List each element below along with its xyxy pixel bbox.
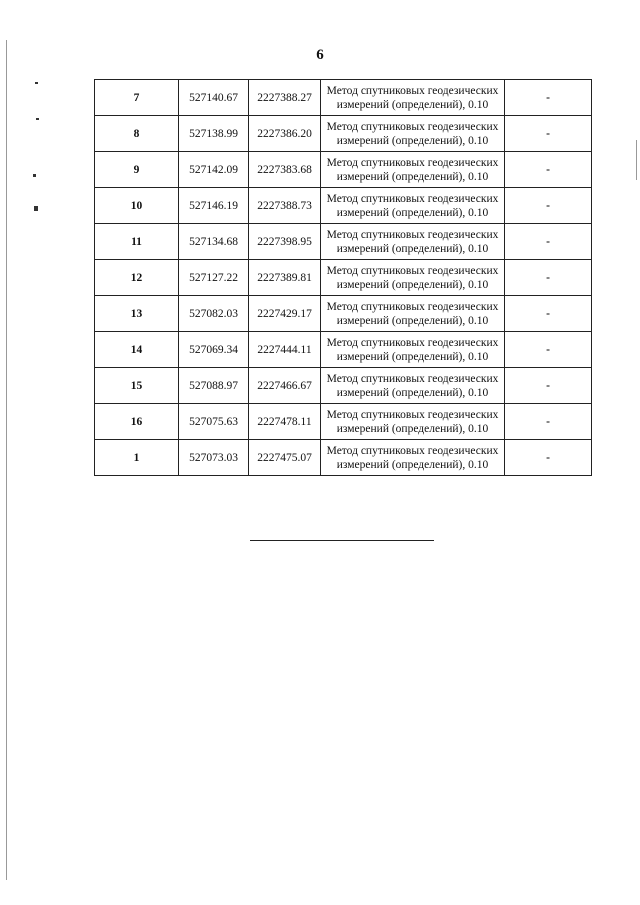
x-coordinate-cell: 527127.22: [179, 260, 249, 296]
description-cell: -: [505, 116, 592, 152]
point-number-cell: 11: [95, 224, 179, 260]
method-cell: [321, 116, 505, 152]
table-row: [95, 152, 592, 188]
table-row: [95, 404, 592, 440]
x-coordinate-cell: 527073.03: [179, 440, 249, 476]
method-text-line-1: Метод спутниковых геодезических: [326, 228, 499, 241]
method-text-line-2: измерений (определений), 0.10: [336, 422, 489, 435]
description-cell: -: [505, 296, 592, 332]
point-number-cell: 7: [95, 80, 179, 116]
x-coordinate-cell: 527142.09: [179, 152, 249, 188]
point-number-cell: 8: [95, 116, 179, 152]
method-text-line-2: измерений (определений), 0.10: [336, 350, 489, 363]
method-cell: [321, 440, 505, 476]
point-number-cell: 9: [95, 152, 179, 188]
y-coordinate-cell: 2227444.11: [249, 332, 321, 368]
y-coordinate-cell: 2227398.95: [249, 224, 321, 260]
scan-edge-line: [6, 40, 7, 880]
method-text-line-2: измерений (определений), 0.10: [336, 458, 489, 471]
method-text-line-1: Метод спутниковых геодезических: [326, 408, 499, 421]
page-number: 6: [316, 47, 324, 63]
point-number-cell: 12: [95, 260, 179, 296]
method-text-line-1: Метод спутниковых геодезических: [326, 120, 499, 133]
table-row: [95, 260, 592, 296]
table-row: [95, 188, 592, 224]
x-coordinate-cell: 527088.97: [179, 368, 249, 404]
y-coordinate-cell: 2227388.27: [249, 80, 321, 116]
y-coordinate-cell: 2227478.11: [249, 404, 321, 440]
table-row: [95, 224, 592, 260]
x-coordinate-cell: 527069.34: [179, 332, 249, 368]
method-cell: [321, 332, 505, 368]
table-row: [95, 332, 592, 368]
method-cell: [321, 80, 505, 116]
description-cell: -: [505, 368, 592, 404]
point-number-cell: 1: [95, 440, 179, 476]
y-coordinate-cell: 2227388.73: [249, 188, 321, 224]
description-cell: -: [505, 80, 592, 116]
scan-dot: [36, 118, 39, 120]
scan-dot: [33, 174, 36, 177]
end-of-document-line: [250, 540, 434, 541]
description-cell: -: [505, 188, 592, 224]
method-text-line-1: Метод спутниковых геодезических: [326, 264, 499, 277]
method-cell: [321, 260, 505, 296]
description-cell: -: [505, 404, 592, 440]
y-coordinate-cell: 2227466.67: [249, 368, 321, 404]
point-number-cell: 14: [95, 332, 179, 368]
description-cell: -: [505, 152, 592, 188]
point-number-cell: 13: [95, 296, 179, 332]
description-cell: -: [505, 260, 592, 296]
method-cell: [321, 188, 505, 224]
method-text-line-2: измерений (определений), 0.10: [336, 242, 489, 255]
point-number-cell: 15: [95, 368, 179, 404]
method-cell: [321, 296, 505, 332]
method-cell: [321, 224, 505, 260]
table-row: [95, 80, 592, 116]
x-coordinate-cell: 527138.99: [179, 116, 249, 152]
scan-edge-line: [636, 140, 637, 180]
description-cell: -: [505, 224, 592, 260]
table-row: [95, 116, 592, 152]
method-text-line-1: Метод спутниковых геодезических: [326, 300, 499, 313]
x-coordinate-cell: 527146.19: [179, 188, 249, 224]
method-cell: [321, 404, 505, 440]
table-row: [95, 368, 592, 404]
y-coordinate-cell: 2227386.20: [249, 116, 321, 152]
method-text-line-2: измерений (определений), 0.10: [336, 170, 489, 183]
method-text-line-2: измерений (определений), 0.10: [336, 98, 489, 111]
table-row: [95, 440, 592, 476]
method-text-line-2: измерений (определений), 0.10: [336, 314, 489, 327]
x-coordinate-cell: 527082.03: [179, 296, 249, 332]
coordinates-table-body: [95, 80, 592, 476]
coordinates-table: [94, 79, 592, 476]
method-text-line-2: измерений (определений), 0.10: [336, 134, 489, 147]
x-coordinate-cell: 527140.67: [179, 80, 249, 116]
x-coordinate-cell: 527134.68: [179, 224, 249, 260]
point-number-cell: 16: [95, 404, 179, 440]
x-coordinate-cell: 527075.63: [179, 404, 249, 440]
method-text-line-2: измерений (определений), 0.10: [336, 386, 489, 399]
description-cell: -: [505, 332, 592, 368]
method-text-line-1: Метод спутниковых геодезических: [326, 336, 499, 349]
y-coordinate-cell: 2227475.07: [249, 440, 321, 476]
method-text-line-1: Метод спутниковых геодезических: [326, 372, 499, 385]
method-text-line-1: Метод спутниковых геодезических: [326, 156, 499, 169]
scan-dot: [35, 82, 38, 84]
table-row: [95, 296, 592, 332]
method-text-line-1: Метод спутниковых геодезических: [326, 84, 499, 97]
point-number-cell: 10: [95, 188, 179, 224]
method-text-line-1: Метод спутниковых геодезических: [326, 444, 499, 457]
method-text-line-2: измерений (определений), 0.10: [336, 206, 489, 219]
method-text-line-2: измерений (определений), 0.10: [336, 278, 489, 291]
y-coordinate-cell: 2227429.17: [249, 296, 321, 332]
y-coordinate-cell: 2227389.81: [249, 260, 321, 296]
method-cell: [321, 368, 505, 404]
description-cell: -: [505, 440, 592, 476]
method-text-line-1: Метод спутниковых геодезических: [326, 192, 499, 205]
scan-dot: [34, 206, 38, 211]
method-cell: [321, 152, 505, 188]
y-coordinate-cell: 2227383.68: [249, 152, 321, 188]
